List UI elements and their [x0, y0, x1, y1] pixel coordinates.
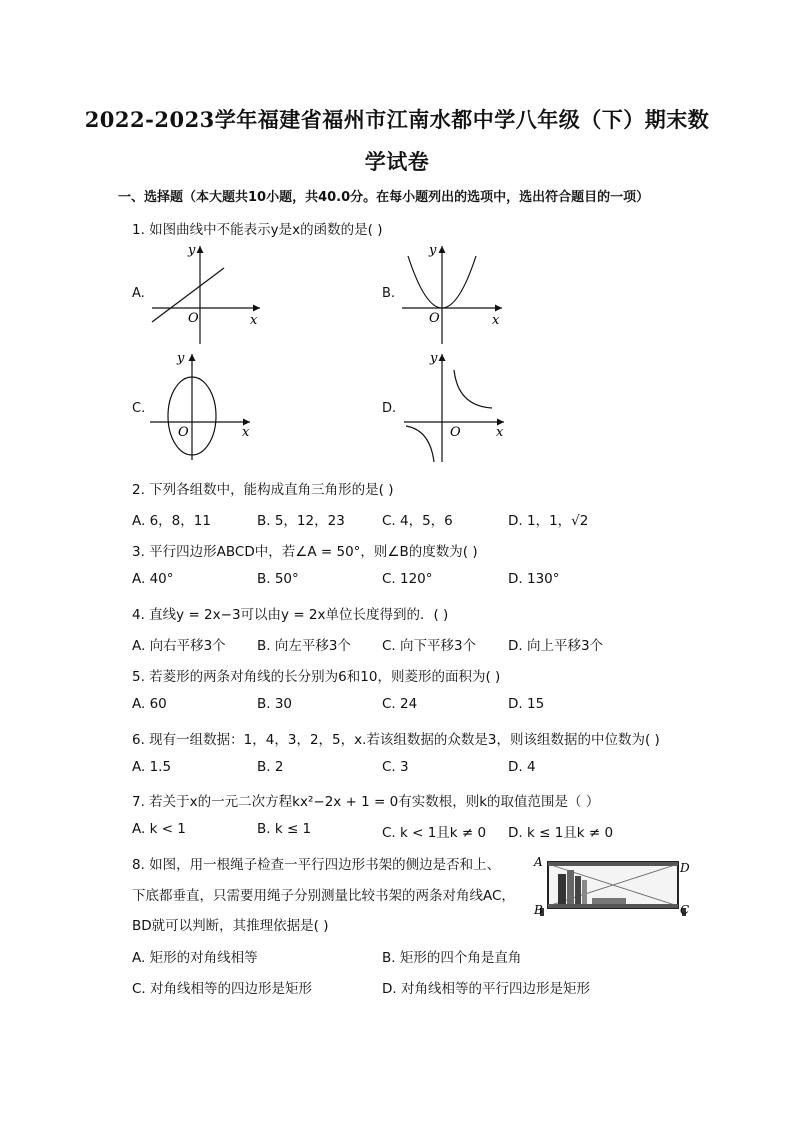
question-4-option-a: A. 向右平移3个	[132, 638, 226, 654]
vertex-a-label: A	[534, 855, 543, 869]
vertex-d-label: D	[680, 861, 690, 875]
page-title-line2: 学试卷	[364, 149, 430, 174]
question-7-option-a: A. k < 1	[132, 821, 186, 837]
question-3-option-b: B. 50°	[257, 571, 299, 587]
question-6-option-c: C. 3	[382, 759, 409, 775]
graph-c-label: C.	[132, 401, 146, 416]
bookshelf-figure	[532, 852, 692, 918]
question-8-option-b: B. 矩形的四个角是直角	[382, 950, 522, 966]
question-1-stem: 1. 如图曲线中不能表示y是x的函数的是( )	[132, 222, 383, 238]
question-4-option-b: B. 向左平移3个	[257, 638, 351, 654]
question-6-option-d: D. 4	[508, 759, 536, 775]
question-7-option-c: C. k < 1且k ≠ 0	[382, 825, 487, 841]
book-3	[575, 876, 581, 904]
question-7-option-b: B. k ≤ 1	[257, 821, 312, 837]
origin-label: O	[450, 425, 461, 440]
book-lying	[592, 898, 626, 904]
question-5-option-a: A. 60	[132, 696, 167, 712]
section-heading: 一、选择题（本大题共10小题，共40.0分。在每小题列出的选项中，选出符合题目的一项）	[118, 190, 650, 205]
question-3-option-a: A. 40°	[132, 571, 174, 587]
question-7-option-d: D. k ≤ 1且k ≠ 0	[508, 825, 614, 841]
question-2-option-c: C. 4，5，6	[382, 513, 453, 529]
y-label: y	[430, 351, 438, 366]
question-8-stem-line3: BD就可以判断，其推理依据是( )	[132, 918, 329, 934]
graph-b-parabola	[396, 238, 508, 348]
question-8-option-d: D. 对角线相等的平行四边形是矩形	[382, 981, 590, 997]
shelf-top-board	[548, 862, 678, 866]
vertex-c-label: C	[680, 903, 690, 917]
y-label: y	[177, 351, 185, 366]
question-3-option-c: C. 120°	[382, 571, 433, 587]
shelf-bottom-board	[548, 904, 678, 908]
question-2-option-a: A. 6，8，11	[132, 513, 211, 529]
question-5-stem: 5. 若菱形的两条对角线的长分别为6和10，则菱形的面积为( )	[132, 669, 501, 685]
x-label: x	[250, 313, 258, 328]
question-6-stem: 6. 现有一组数据：1，4，3，2，5，x.若该组数据的众数是3，则该组数据的中位数为( )	[132, 732, 660, 748]
origin-label: O	[188, 311, 199, 326]
question-8-stem-line1: 8. 如图，用一根绳子检查一平行四边形书架的侧边是否和上、	[132, 857, 501, 873]
hyperbola-branch-2	[406, 426, 434, 462]
question-4-stem: 4. 直线y = 2x−3可以由y = 2x单位长度得到的．( )	[132, 607, 449, 623]
question-2-stem: 2. 下列各组数中，能构成直角三角形的是( )	[132, 482, 394, 498]
graph-d-label: D.	[382, 401, 397, 416]
graph-c-ellipse	[146, 350, 258, 460]
question-2-option-d: D. 1，1，√2	[508, 513, 589, 529]
question-6-option-a: A. 1.5	[132, 759, 172, 775]
y-label: y	[429, 243, 437, 258]
question-5-option-c: C. 24	[382, 696, 418, 712]
question-3-stem: 3. 平行四边形ABCD中，若∠A = 50°，则∠B的度数为( )	[132, 544, 478, 560]
question-3-option-d: D. 130°	[508, 571, 560, 587]
question-8-stem-line2: 下底都垂直，只需要用绳子分别测量比较书架的两条对角线AC，	[132, 888, 515, 904]
book-2	[567, 870, 574, 904]
origin-label: O	[178, 425, 189, 440]
graph-a-label: A.	[132, 286, 145, 301]
question-4-option-c: C. 向下平移3个	[382, 638, 477, 654]
question-8-option-a: A. 矩形的对角线相等	[132, 950, 258, 966]
question-7-stem: 7. 若关于x的一元二次方程kx²−2x + 1 = 0有实数根，则k的取值范围是（ ）	[132, 794, 600, 810]
book-1	[558, 874, 566, 904]
vertex-b-label: B	[534, 903, 543, 917]
hyperbola-branch-1	[454, 370, 492, 408]
book-4	[582, 880, 587, 904]
question-6-option-b: B. 2	[257, 759, 284, 775]
question-2-option-b: B. 5，12，23	[257, 513, 345, 529]
graph-a-line	[146, 238, 266, 348]
question-4-option-d: D. 向上平移3个	[508, 638, 604, 654]
y-label: y	[188, 243, 196, 258]
x-label: x	[496, 425, 504, 440]
page-title-line1: 2022-2023学年福建省福州市江南水都中学八年级（下）期末数	[84, 107, 710, 132]
x-label: x	[492, 313, 500, 328]
origin-label: O	[429, 311, 440, 326]
graph-b-label: B.	[382, 286, 396, 301]
question-8-option-c: C. 对角线相等的四边形是矩形	[132, 981, 313, 997]
question-5-option-b: B. 30	[257, 696, 293, 712]
graph-d-hyperbola	[400, 350, 512, 464]
question-5-option-d: D. 15	[508, 696, 545, 712]
x-label: x	[242, 425, 250, 440]
